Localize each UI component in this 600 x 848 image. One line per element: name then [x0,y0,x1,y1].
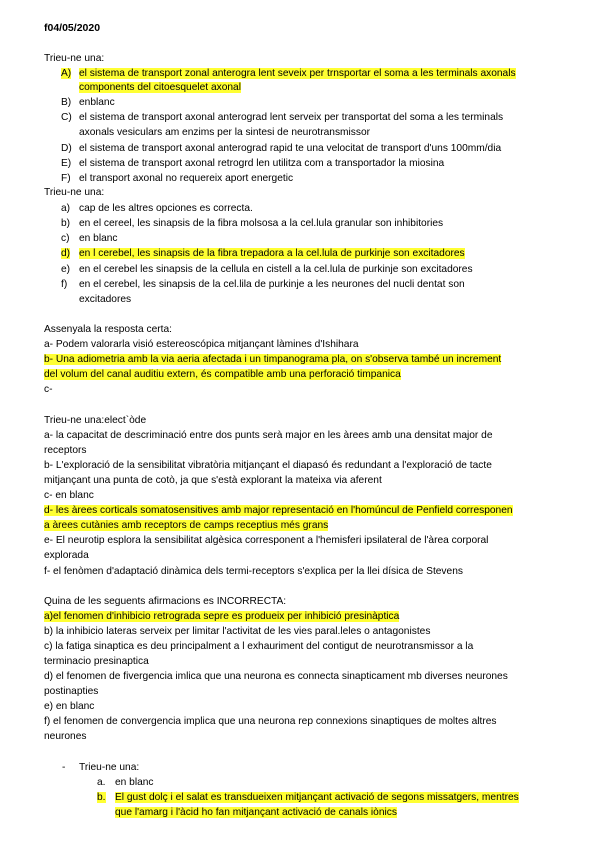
q6-option-b: El gust dolç i el salat es transdueixen mitjançant activació de segons missatgers, mentres [115,792,519,803]
q5-option-b: b) la inhibicio lateras serveix per limitar l'activitat de les vies paral.leles o antagonistes [44,626,431,637]
q1-prompt: Trieu-ne una: [44,53,105,64]
q4-option-e-cont: explorada [44,550,89,561]
q4-option-b-cont: mitjançant una punta de cotò, ja que s'està explorant la mateixa via aferent [44,475,382,486]
q1-option-a-cont: components del citoesquelet axonal [79,82,241,93]
q5-option-e: e) en blanc [44,701,95,712]
q2-option-b-marker: b) [61,218,71,229]
q4-option-a: a- la capacitat de descriminació entre dos punts serà major en les àrees amb una densitat major de [44,430,493,441]
q5-option-d-cont: postinapties [44,686,99,697]
q1-option-d-marker: D) [61,143,72,154]
q2-option-d-marker: d) [61,248,71,259]
q2-option-a: cap de les altres opciones es correcta. [79,203,253,214]
q2-option-e: en el cerebel les sinapsis de la cellula en cistell a la cel.lula de purkinje son excitadores [79,264,473,275]
q6-option-b-marker: b. [97,792,106,803]
document-date: f04/05/2020 [44,22,101,34]
q5-option-f-cont: neurones [44,731,87,742]
q4-option-c: c- en blanc [44,490,94,501]
q4-option-f: f- el fenòmen d'adaptació dinàmica dels termi-receptors s'explica per la llei dísica de Stevens [44,566,463,577]
q4-option-a-cont: receptors [44,445,87,456]
q3-option-a: a- Podem valorarla visió estereoscópica mitjançant làmines d'Ishihara [44,339,359,350]
q2-option-d: en l cerebel, les sinapsis de la fibra trepadora a la cel.lula de purkinje son excitadores [79,248,465,259]
q3-option-b-cont: del volum del canal auditiu extern, és compatible amb una perforació timpanica [44,369,401,380]
q3-option-b: b- Una adiometria amb la via aeria afectada i un timpanograma pla, on s'observa també un increment [44,354,502,365]
q1-option-c-cont: axonals vesiculars am enzims per la sintesi de neurotransmissor [79,127,371,138]
q4-prompt: Trieu-ne una:elect`òde [44,415,147,426]
q4-option-d-cont: a àrees cutànies amb receptors de camps receptius més grans [44,520,329,531]
q1-option-a-marker: A) [61,68,72,79]
q1-option-a: el sistema de transport zonal anterogra lent seveix per trnsportar el soma a les terminals axonals [79,68,516,79]
q5-option-c-cont: terminacio presinaptica [44,656,149,667]
q5-prompt: Quina de les seguents afirmacions es INCORRECTA: [44,596,287,607]
q1-option-b: enblanc [79,97,115,108]
q6-option-a: en blanc [115,777,154,788]
q2-option-f-cont: excitadores [79,294,132,305]
q2-option-a-marker: a) [61,203,71,214]
q1-option-d: el sistema de transport axonal anterograd rapid te una velocitat de transport d'uns 100mm/dia [79,143,502,154]
q2-prompt: Trieu-ne una: [44,187,105,198]
q4-option-d: d- les àrees corticals somatosensitives amb major representació en l'homúncul de Penfield corresponen [44,505,513,516]
q2-option-e-marker: e) [61,264,71,275]
q5-option-d: d) el fenomen de fivergencia imlica que una neurona es connecta sinapticament mb diverses neurones [44,671,508,682]
q5-option-f: f) el fenomen de convergencia implica que una neurona rep connexions sinaptiques de moltes altres [44,716,497,727]
q5-option-c: c) la fatiga sinaptica es deu principalment a l exhauriment del contigut de neurotransmissor a la [44,641,474,652]
q3-option-c: c- [44,384,53,395]
q1-option-f-marker: F) [61,173,71,184]
q6-bullet: - [62,762,66,773]
q4-option-e: e- El neurotip esplora la sensibilitat algèsica corresponent a l'hemisferi ipsilateral de l'àrea corporal [44,535,489,546]
q4-option-b: b- L'exploració de la sensibilitat vibratòria mitjançant el diapasó és redundant a l'exploració de tacte [44,460,492,471]
q2-option-c-marker: c) [61,233,70,244]
q6-prompt: Trieu-ne una: [79,762,140,773]
q5-option-a: a)el fenomen d'inhibicio retrograda sepre es produeix per inhibició presinàptica [44,611,400,622]
q2-option-c: en blanc [79,233,118,244]
q1-option-e-marker: E) [61,158,72,169]
q2-option-b: en el cereel, les sinapsis de la fibra molsosa a la cel.lula granular son inhibitories [79,218,444,229]
q1-option-b-marker: B) [61,97,72,108]
q6-option-b-cont: que l'amarg i l'àcid ho fan mitjançant activació de canals iònics [115,807,397,818]
q1-option-e: el sistema de transport axonal retrogrd len utilitza com a transportador la miosina [79,158,445,169]
q1-option-c: el sistema de transport axonal anterograd lent serveix per transportat del soma a les terminals [79,112,504,123]
q1-option-f: el transport axonal no requereix aport energetic [79,173,294,184]
q1-option-c-marker: C) [61,112,72,123]
q2-option-f-marker: f) [61,279,68,290]
q6-option-a-marker: a. [97,777,106,788]
q2-option-f: en el cerebel, les sinapsis de la cel.lila de purkinje a les neurones del nucli dentat son [79,279,465,290]
q3-prompt: Assenyala la resposta certa: [44,324,172,335]
